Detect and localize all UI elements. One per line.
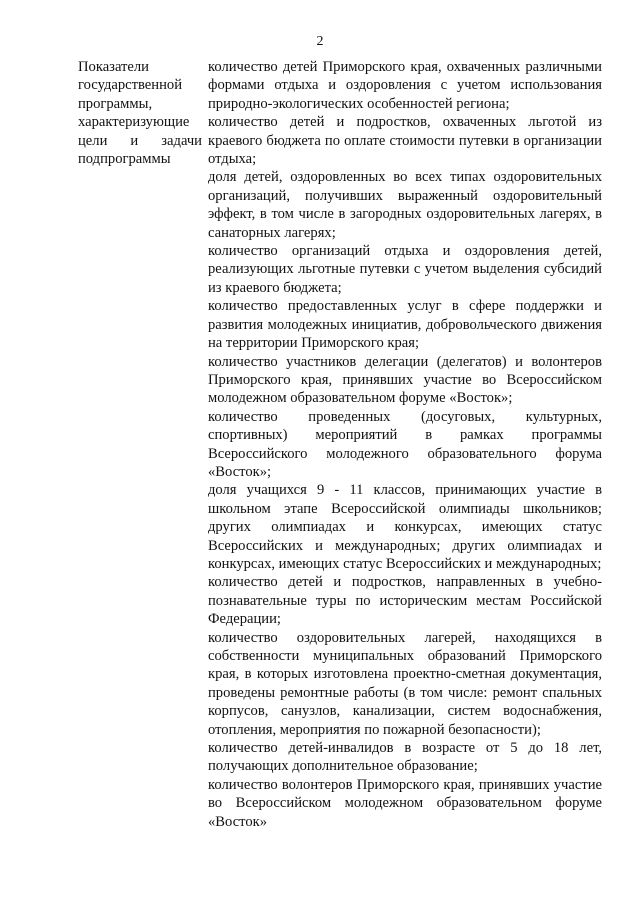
indicators-label-line: Показатели — [78, 59, 149, 75]
indicators-label — [78, 58, 202, 168]
indicator-paragraph: количество детей-инвалидов в возрасте от 5 до 18 лет, получающих дополнительное образование; — [208, 740, 602, 775]
indicators-label-line: подпрограммы — [78, 151, 171, 168]
indicator-paragraph: доля учащихся 9 - 11 классов, принимающих участие в школьном этапе Всероссийской олимпиады школьников; других олимпиадах и конкурсах, имеющих статус Всероссийских и международных; других олимпиадах и конкурсах, имеющих статус Всероссийских и международных; — [208, 482, 602, 572]
indicator-paragraph: количество проведенных (досуговых, культурных, спортивных) мероприятий в рамках программы Всероссийского молодежного образовательного форума «Восток»; — [208, 408, 602, 480]
indicator-paragraph: доля детей, оздоровленных во всех типах оздоровительных организаций, получивших выраженный оздоровительный эффект, в том числе в загородных оздоровительных лагерях, в санаторных лагерях; — [208, 169, 602, 241]
indicators-label-line: характеризующие — [78, 114, 190, 131]
indicator-paragraph: количество оздоровительных лагерей, находящихся в собственности муниципальных образований Приморского края, в которых изготовлена проектно-сметная документация, проведены ремонтные работы (в том числе: ремонт спальных корпусов, санузлов, канализации, систем водоснабжения, отопления, мероприятия по пожарной безопасности); — [208, 629, 602, 738]
indicators-label-line: программы, — [78, 95, 153, 112]
indicator-paragraph: количество волонтеров Приморского края, принявших участие во Всероссийском молодежном образовательном форуме «Восток» — [208, 776, 602, 830]
indicator-paragraph: количество участников делегации (делегатов) и волонтеров Приморского края, принявших участие во Всероссийском молодежном образовательном форуме «Восток»; — [208, 353, 602, 407]
indicator-paragraph: количество предоставленных услуг в сфере поддержки и развития молодежных инициатив, добровольческого движения на территории Приморского края; — [208, 298, 602, 352]
page-number: 2 — [316, 34, 324, 49]
indicator-paragraph: количество организаций отдыха и оздоровления детей, реализующих льготные путевки с учетом выделения субсидий из краевого бюджета; — [208, 243, 602, 296]
indicator-paragraph: количество детей и подростков, охваченных льготой из краевого бюджета по оплате стоимости путевки в организации отдыха; — [208, 114, 602, 168]
indicators-label-line: цели и задачи — [78, 132, 202, 149]
indicators-list — [208, 58, 602, 831]
indicators-label-line: государственной — [78, 77, 183, 94]
indicator-paragraph: количество детей Приморского края, охваченных различными формами отдыха и оздоровления с учетом использования природно-экологических особенностей региона; — [208, 59, 602, 112]
indicator-paragraph: количество детей и подростков, направленных в учебно-познавательные туры по историческим местам Российской Федерации; — [208, 574, 602, 628]
